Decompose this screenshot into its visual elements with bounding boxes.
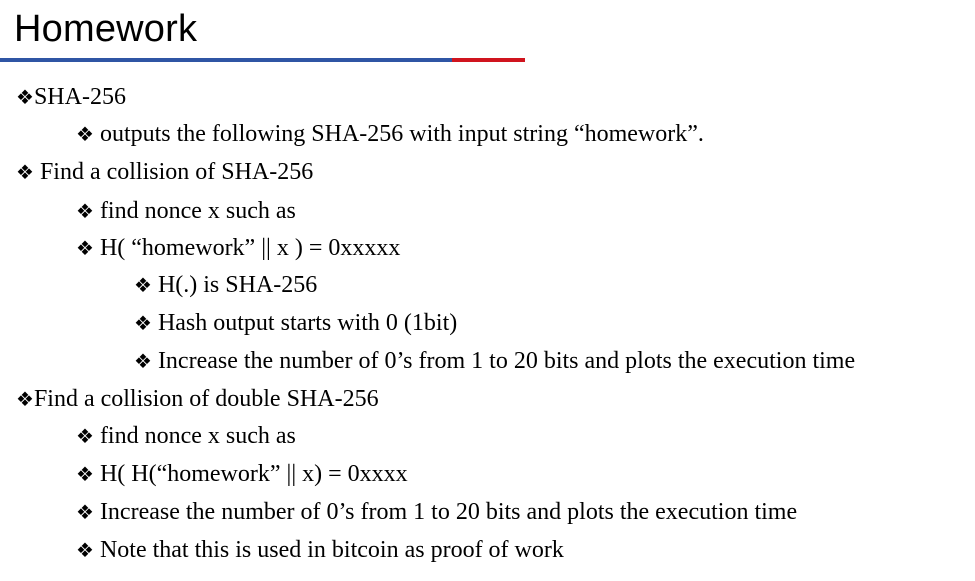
- bullet-text: Hash output starts with 0 (1bit): [157, 310, 458, 336]
- bullet-text: H(.) is SHA-256: [157, 272, 318, 298]
- diamond-bullet-icon: ❖: [76, 238, 94, 260]
- bullet-line: [76, 535, 564, 566]
- diamond-bullet-icon: ❖: [76, 124, 94, 146]
- diamond-bullet-icon: ❖: [76, 426, 94, 448]
- bullet-line: [76, 233, 400, 264]
- bullet-text: find nonce x such as: [99, 198, 296, 224]
- bullet-line: [76, 497, 797, 528]
- diamond-bullet-icon: ❖: [76, 464, 94, 486]
- bullet-line: [16, 384, 379, 415]
- bullet-line: [76, 119, 704, 150]
- title-underline-blue: [0, 58, 452, 62]
- diamond-bullet-icon: ❖: [16, 162, 34, 184]
- bullet-line: [76, 459, 408, 490]
- title-underline-red: [452, 58, 525, 62]
- bullet-line: [134, 308, 457, 339]
- bullet-text: Note that this is used in bitcoin as proof of work: [99, 537, 564, 563]
- bullet-line: [134, 346, 855, 377]
- bullet-line: [134, 270, 317, 301]
- diamond-bullet-icon: ❖: [76, 201, 94, 223]
- bullet-line: [16, 82, 126, 113]
- bullet-text: find nonce x such as: [99, 423, 296, 449]
- bullet-text: outputs the following SHA-256 with input string “homework”.: [99, 121, 704, 147]
- diamond-bullet-icon: ❖: [16, 87, 34, 109]
- bullet-text: SHA-256: [33, 84, 126, 110]
- slide-title: Homework: [14, 8, 198, 50]
- diamond-bullet-icon: ❖: [134, 351, 152, 373]
- diamond-bullet-icon: ❖: [76, 502, 94, 524]
- bullet-text: H( H(“homework” || x) = 0xxxx: [99, 461, 408, 487]
- bullet-text: Increase the number of 0’s from 1 to 20 bits and plots the execution time: [157, 348, 856, 374]
- bullet-text: Find a collision of SHA-256: [39, 159, 314, 185]
- diamond-bullet-icon: ❖: [16, 389, 34, 411]
- diamond-bullet-icon: ❖: [134, 313, 152, 335]
- diamond-bullet-icon: ❖: [76, 540, 94, 562]
- bullet-line: [76, 421, 296, 452]
- bullet-text: Increase the number of 0’s from 1 to 20 bits and plots the execution time: [99, 499, 798, 525]
- bullet-line: [76, 196, 296, 227]
- bullet-line: [16, 157, 313, 188]
- bullet-text: H( “homework” || x ) = 0xxxxx: [99, 235, 401, 261]
- diamond-bullet-icon: ❖: [134, 275, 152, 297]
- bullet-text: Find a collision of double SHA-256: [33, 386, 379, 412]
